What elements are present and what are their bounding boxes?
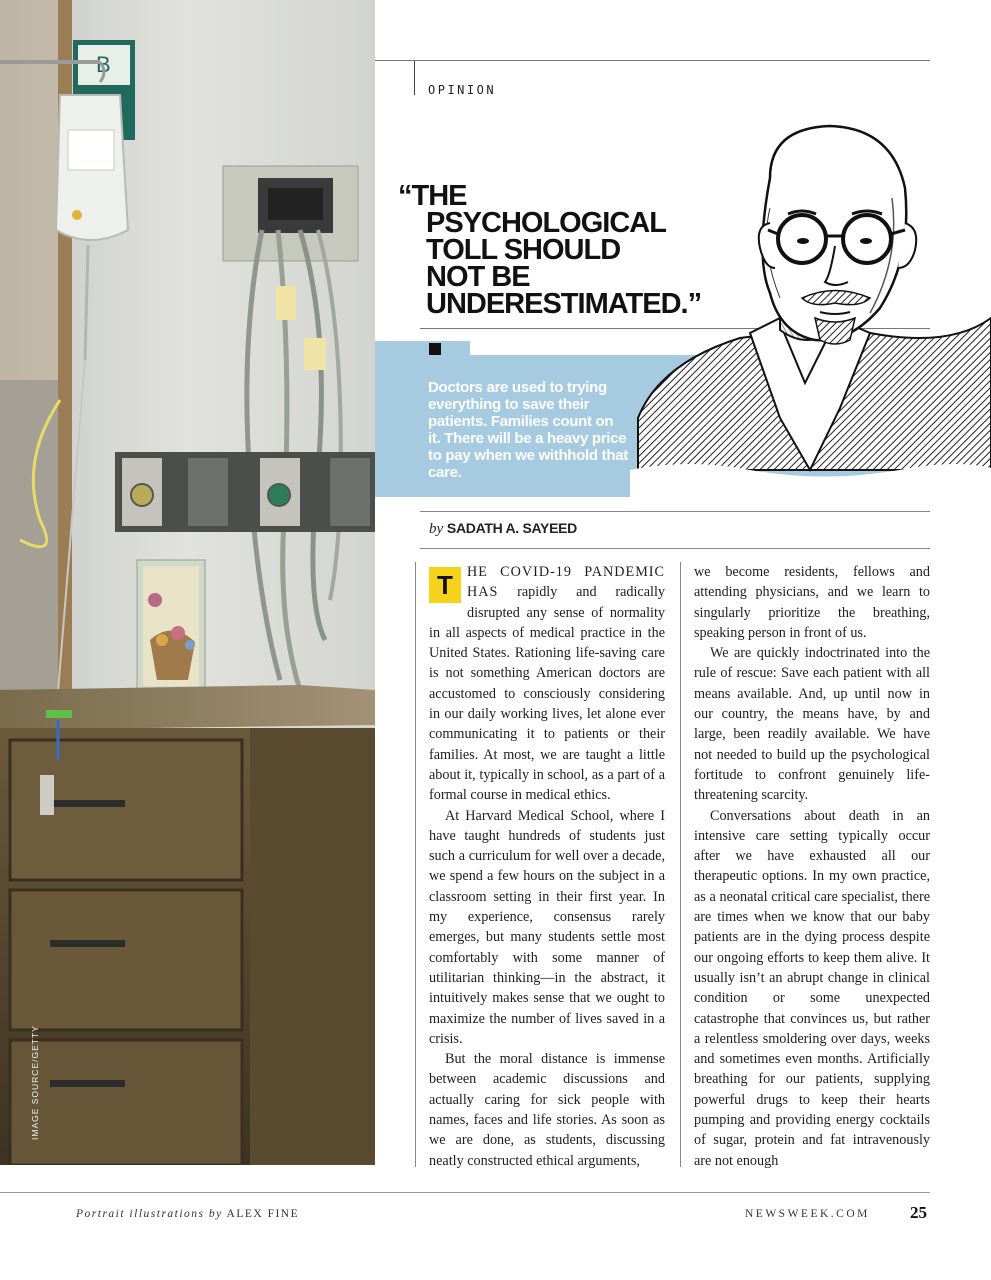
- paragraph-text: rapidly and radically disrupted any sense of normality in all aspects of medical practice in the United States. Rationing life-saving care is not something American doctors are accustomed to consciously considering in our daily working lives, let alone ever communicating it to patients or their families. At most, we are taught a little about it, typically in school, as a part of a formal course in medical ethics.: [429, 584, 665, 804]
- decorative-square: [429, 343, 441, 355]
- site-url: NEWSWEEK.COM: [745, 1208, 870, 1220]
- column-divider: [680, 562, 681, 1167]
- quote-line: UNDERESTIMATED.”: [426, 288, 702, 320]
- quote-line: PSYCHOLOGICAL: [426, 207, 666, 239]
- article-paragraph: At Harvard Medical School, where I have taught hundreds of students just such a curriculum for well over a decade, we spend a few hours on the subject in a classroom setting in their first year. In my experience, consensus rarely emerges, but many students settle most comfortably with some manner of utilitarian thinking—in the abstract, it intuitively makes sense that we ought to maximize the number of lives saved in a crisis.: [429, 807, 665, 1047]
- article-paragraph: [429, 562, 665, 806]
- illustration-credit: [76, 1208, 299, 1220]
- hospital-room-photo: [0, 0, 375, 1165]
- author-portrait: [630, 118, 991, 500]
- credit-by: by: [208, 1208, 223, 1220]
- byline: [429, 520, 577, 538]
- column-divider: [415, 562, 416, 1167]
- illustrator-name: ALEX FINE: [226, 1208, 300, 1220]
- quote-line: NOT BE: [426, 261, 530, 293]
- quote-line: TOLL SHOULD: [426, 234, 621, 266]
- byline-prefix: by: [429, 521, 444, 537]
- drop-cap: T: [429, 567, 461, 603]
- wall-sign-letter: B: [96, 52, 111, 77]
- section-tick: [414, 61, 415, 95]
- article-paragraph: We are quickly indoctrinated into the rule of rescue: Save each patient with all means available. And, up until now in our country, the means have, by and large, been readily available. We have not needed to build up the psychological fortitude to confront genuinely life-threatening scarcity.: [694, 645, 930, 804]
- article-paragraph: we become residents, fellows and attending physicians, and we learn to singularly prioritize the breathing, speaking person in front of us.: [694, 564, 930, 641]
- credit-prefix: Portrait illustrations: [76, 1208, 205, 1220]
- section-label: OPINION: [428, 83, 497, 97]
- lead-in: HE COVID-19 PANDEMIC HAS: [467, 564, 665, 601]
- footer-rule: [0, 1192, 930, 1193]
- article-column-2: [694, 562, 930, 1171]
- photo-illustration: [0, 0, 375, 1165]
- top-rule: [375, 60, 930, 61]
- deck-blurb: Doctors are used to trying everything to save their patients. Families count on it. There will be a heavy price to pay when we withhold that care.: [428, 379, 628, 481]
- byline-rule: [420, 511, 930, 512]
- article-column-1: [429, 562, 665, 1171]
- author-name: SADATH A. SAYEED: [446, 520, 577, 536]
- byline-rule: [420, 548, 930, 549]
- quote-line: “THE: [398, 180, 467, 212]
- article-paragraph: But the moral distance is immense between academic discussions and actually caring for sick people with names, faces and life stories. As soon as we are done, as students, discussing neatly constructed ethical arguments,: [429, 1051, 665, 1169]
- photo-credit: IMAGE SOURCE/GETTY: [30, 1025, 40, 1140]
- page-number: 25: [910, 1203, 927, 1222]
- portrait-illustration: [630, 118, 991, 500]
- article-paragraph: Conversations about death in an intensive care setting typically occur after we have exhausted all our therapeutic options. In my own practice, as a neonatal critical care specialist, there are times when we know that our baby patients are in the dying process despite our ongoing efforts to keep them alive. It usually isn’t an abrupt change in clinical condition or some unexpected catastrophe that convinces us, but rather a relentless smoldering over days, weeks and sometimes even months. Artificially breathing for our patients, supplying powerful drugs to keep their hearts pumping and providing energy cocktails of sugar, protein and fat intravenously are not enough: [694, 807, 930, 1169]
